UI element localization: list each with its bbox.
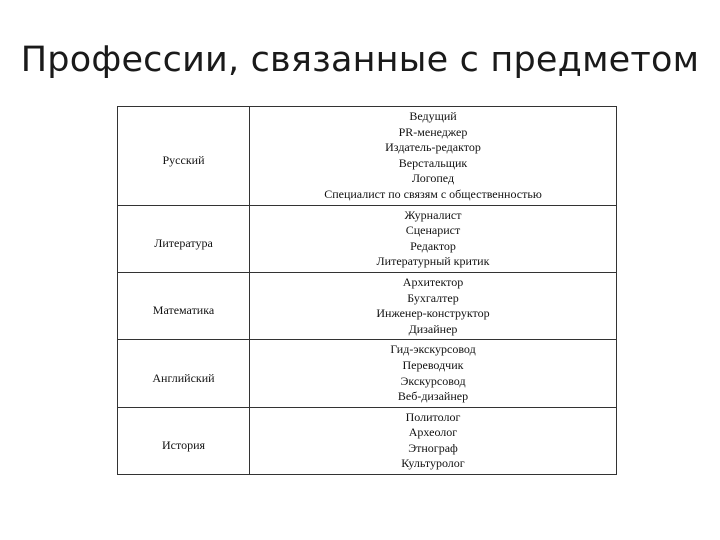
- subject-cell: [118, 407, 250, 474]
- subject-label: Русский: [162, 152, 205, 167]
- subject-cell: [118, 205, 250, 272]
- table-row: [118, 107, 617, 206]
- profession-item: Логопед: [411, 171, 455, 186]
- profession-item: Дизайнер: [408, 321, 458, 336]
- profession-item: Сценарист: [405, 223, 461, 238]
- profession-item: Инженер-конструктор: [376, 306, 490, 321]
- profession-item: Переводчик: [402, 357, 464, 372]
- profession-item: Этнограф: [408, 440, 458, 455]
- professions-table-body: [118, 107, 617, 475]
- profession-item: Гид-экскурсовод: [390, 342, 476, 357]
- subject-cell: [118, 107, 250, 206]
- professions-cell: [250, 340, 617, 407]
- profession-item: Политолог: [405, 409, 461, 424]
- table-row: [118, 272, 617, 339]
- profession-item: Журналист: [404, 207, 462, 222]
- subject-cell: [118, 340, 250, 407]
- profession-item: Ведущий: [409, 109, 457, 123]
- table-row: [118, 205, 617, 272]
- profession-item: PR-менеджер: [398, 124, 468, 139]
- slide-title: Профессии, связанные с предметом: [20, 40, 700, 80]
- profession-item: Культуролог: [401, 456, 465, 471]
- professions-cell: [250, 407, 617, 474]
- profession-item: Архитектор: [402, 274, 464, 289]
- professions-table: [117, 106, 617, 475]
- profession-item: Археолог: [408, 425, 458, 440]
- professions-cell: [250, 272, 617, 339]
- profession-item: Верстальщик: [398, 155, 468, 170]
- profession-item: Бухгалтер: [407, 290, 459, 305]
- table-row: [118, 407, 617, 474]
- profession-item: Веб-дизайнер: [397, 389, 469, 404]
- profession-item: Редактор: [410, 238, 456, 253]
- profession-item: Специалист по связям с общественностью: [324, 186, 542, 201]
- subject-label: Математика: [152, 303, 215, 318]
- professions-cell: [250, 205, 617, 272]
- profession-item: Издатель-редактор: [385, 140, 481, 155]
- profession-item: Экскурсовод: [400, 373, 466, 388]
- profession-item: Литературный критик: [376, 254, 490, 269]
- subject-cell: [118, 272, 250, 339]
- subject-label: История: [161, 438, 206, 453]
- subject-label: Литература: [154, 235, 213, 250]
- table-row: [118, 340, 617, 407]
- professions-cell: [250, 107, 617, 206]
- subject-label: Английский: [152, 370, 215, 385]
